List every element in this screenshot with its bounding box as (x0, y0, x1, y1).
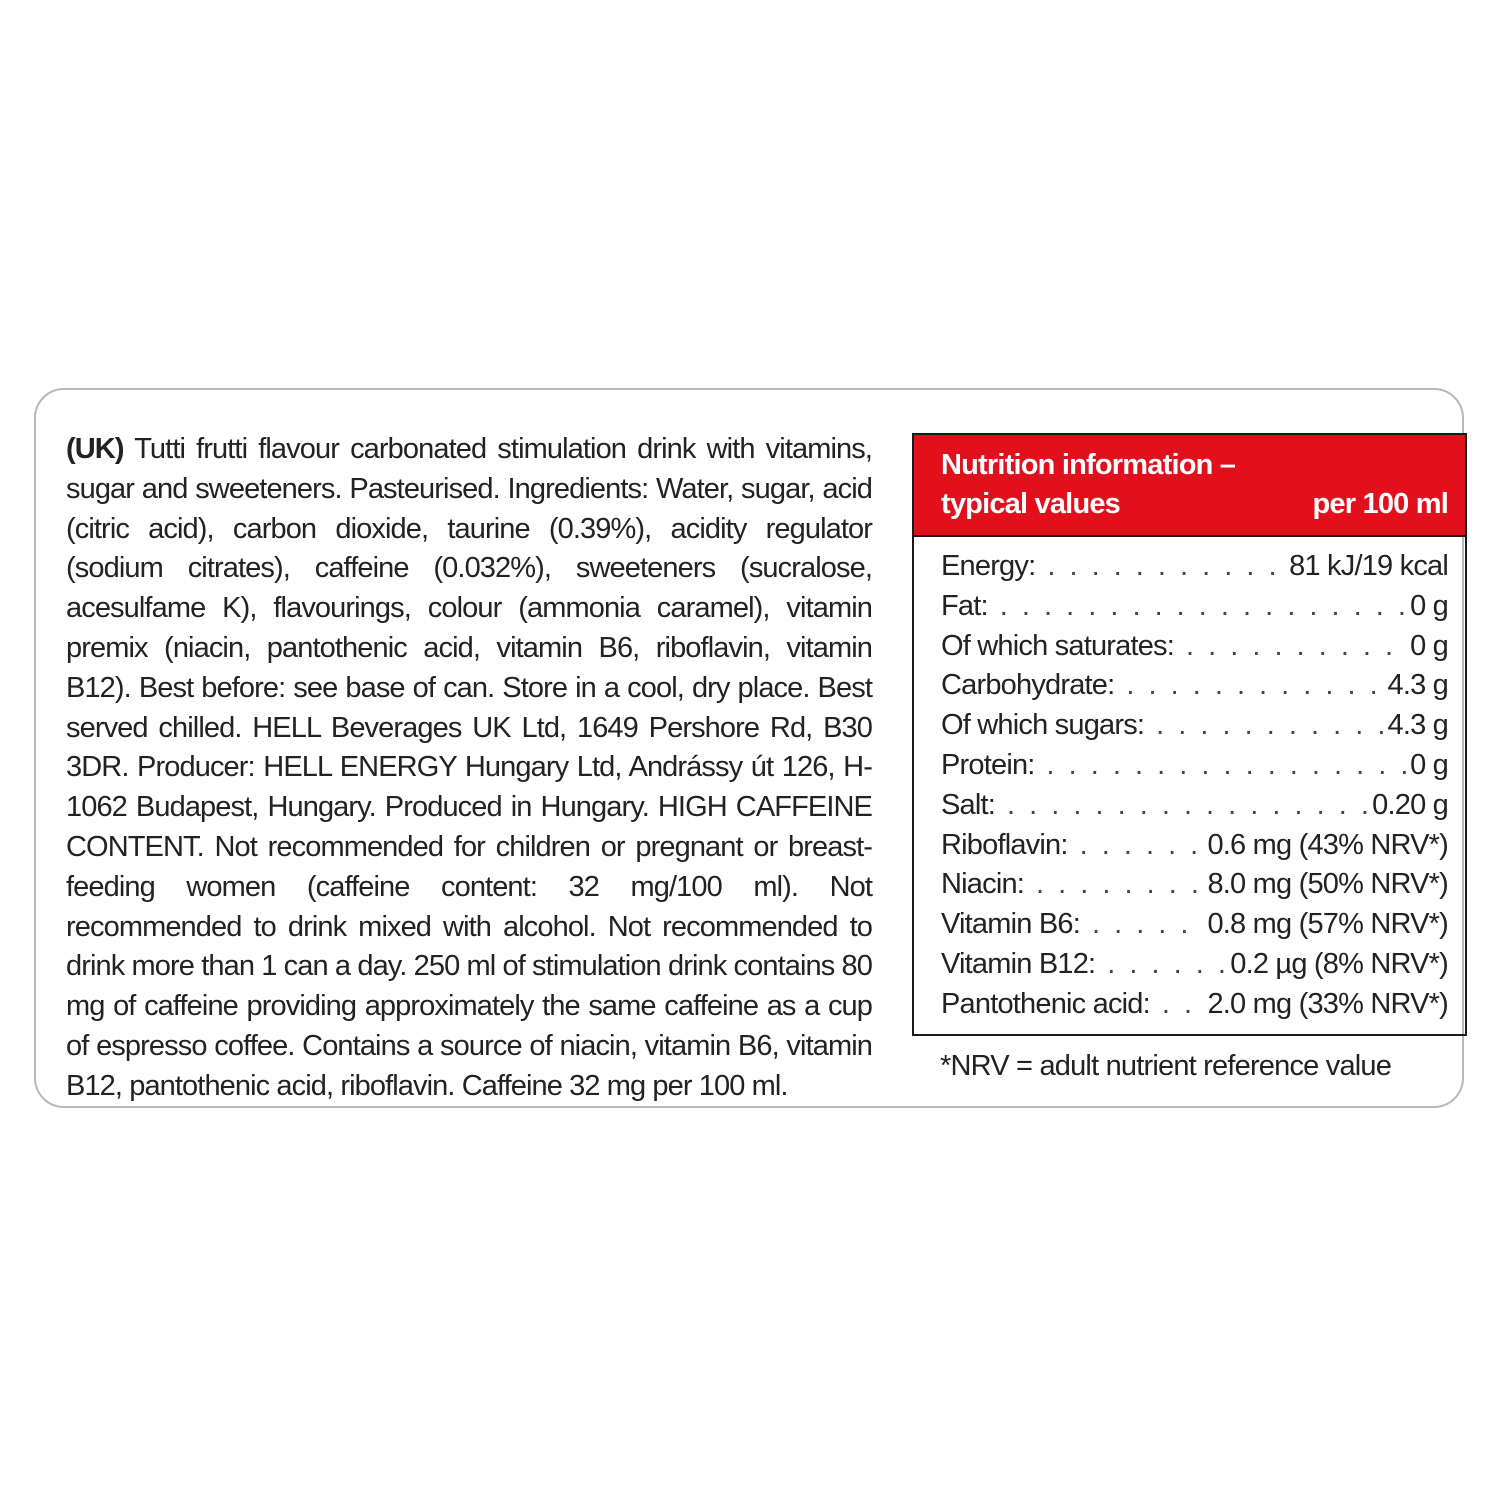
nutrient-value: 0.2 µg (8% NRV*) (1230, 947, 1448, 980)
nutrient-label: Carbohydrate: (941, 669, 1115, 702)
nutrient-label: Riboflavin: (941, 828, 1068, 861)
nutrition-row (941, 829, 1448, 869)
nutrient-value: 0.6 mg (43% NRV*) (1207, 828, 1448, 861)
dot-leader (1036, 868, 1205, 901)
nutrient-label: Of which sugars: (941, 709, 1145, 742)
nrv-footnote: *NRV = adult nutrient reference value (940, 1050, 1392, 1082)
dot-leader (1126, 669, 1385, 702)
nutrient-label: Vitamin B6: (941, 908, 1080, 941)
nutrition-row (941, 709, 1448, 749)
nutrition-row (941, 550, 1448, 590)
nutrient-value: 0 g (1410, 589, 1448, 622)
nutrient-label: Pantothenic acid: (941, 987, 1150, 1020)
nutrient-label: Salt: (941, 788, 996, 821)
dot-leader (1156, 709, 1385, 742)
nutrition-row (941, 948, 1448, 988)
dot-leader (1007, 789, 1370, 822)
nutrition-row (941, 789, 1448, 829)
nutrient-value: 0.20 g (1372, 788, 1448, 821)
dot-leader (1186, 630, 1408, 663)
nutrition-row (941, 908, 1448, 948)
dot-leader (1000, 590, 1408, 623)
nutrient-label: Niacin: (941, 868, 1025, 901)
dot-leader (1047, 749, 1409, 782)
nutrition-title-line2: typical values (941, 488, 1121, 520)
dot-leader (1080, 829, 1206, 862)
nutrition-table (912, 433, 1467, 1036)
nutrient-label: Fat: (941, 589, 988, 622)
nutrition-row (941, 868, 1448, 908)
nutrient-label: Of which saturates: (941, 629, 1175, 662)
nutrient-value: 81 kJ/19 kcal (1289, 550, 1448, 582)
nutrient-value: 4.3 g (1387, 709, 1448, 742)
nutrient-value: 0 g (1410, 629, 1448, 662)
nutrition-title-line1: Nutrition information – (941, 449, 1236, 481)
nutrient-label: Protein: (941, 748, 1035, 781)
ingredients-text (66, 430, 872, 1107)
nutrient-value: 8.0 mg (50% NRV*) (1207, 868, 1448, 901)
nutrition-row (941, 749, 1448, 789)
nutrient-value: 4.3 g (1387, 669, 1448, 702)
dot-leader (1162, 988, 1206, 1021)
nutrition-row (941, 590, 1448, 630)
nutrition-rows (941, 550, 1448, 1028)
nutrient-value: 0.8 mg (57% NRV*) (1207, 908, 1448, 941)
nutrient-label: Energy: (941, 550, 1036, 582)
nutrition-row (941, 988, 1448, 1028)
language-code: (UK) (66, 433, 124, 465)
nutrition-header (914, 435, 1465, 537)
nutrition-row (941, 669, 1448, 709)
dot-leader (1092, 908, 1206, 941)
ingredients-body: Tutti frutti flavour carbonated stimulation drink with vitamins, sugar and sweeteners. Pasteurised. Ingredients: Water, sugar, acid (citric acid), carbon dioxide, taurine (0.39%), acidity regulator (sodium citrates), caffeine (0.032%), sweeteners (sucralose, acesulfame K), flavourings, colour (ammonia caramel), vitamin premix (niacin, pantothenic acid, vitamin B6, riboflavin, vitamin B12). Best before: see base of can. Store in a cool, dry place. Best served chilled. HELL Beverages UK Ltd, 1649 Pershore Rd, B30 3DR. Producer: HELL ENERGY Hungary Ltd, Andrássy út 126, H-1062 Budapest, Hungary. Produced in Hungary. HIGH CAFFEINE CONTENT. Not recommended for children or pregnant or breast-feeding women (caffeine content: 32 mg/100 ml). Not recommended to drink mixed with alcohol. Not recommended to drink more than 1 can a day. 250 ml of stimulation drink contains 80 mg of caffeine providing approximately the same caffeine as a cup of espresso coffee. Contains a source of niacin, vitamin B6, vitamin B12, pantothenic acid, riboflavin. Caffeine 32 mg per 100 ml. (66, 433, 872, 1102)
nutrition-per-unit: per 100 ml (1312, 488, 1448, 520)
dot-leader (1107, 948, 1228, 981)
nutrient-value: 2.0 mg (33% NRV*) (1207, 987, 1448, 1020)
nutrition-row (941, 630, 1448, 670)
nutrient-label: Vitamin B12: (941, 947, 1096, 980)
dot-leader (1047, 550, 1287, 583)
nutrient-value: 0 g (1410, 748, 1448, 781)
